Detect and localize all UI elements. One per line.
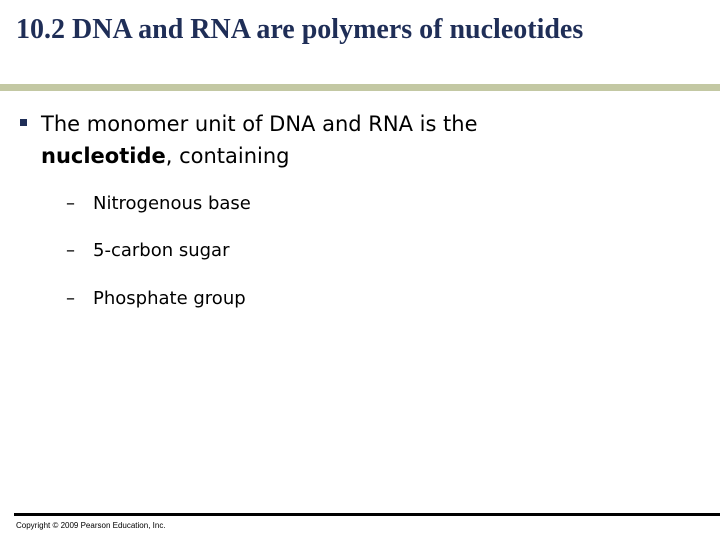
footer-divider [14, 513, 720, 516]
sub-item-5-carbon-sugar [66, 238, 230, 264]
square-bullet-icon [20, 119, 27, 126]
main-bullet [20, 108, 680, 172]
copyright-notice: Copyright © 2009 Pearson Education, Inc. [16, 521, 166, 530]
main-bullet-text-before: The monomer unit of DNA and RNA is the [41, 112, 478, 136]
main-bullet-text [41, 108, 680, 172]
dash-icon: – [66, 288, 75, 309]
main-bullet-text-after: , containing [165, 144, 290, 168]
sub-item-label: Phosphate group [93, 288, 246, 309]
sub-item-label: Nitrogenous base [93, 193, 251, 214]
slide-title: 10.2 DNA and RNA are polymers of nucleotides [16, 14, 584, 45]
sub-item-phosphate-group [66, 286, 246, 312]
sub-item-label: 5-carbon sugar [93, 240, 230, 261]
title-divider [0, 84, 720, 91]
bold-term: nucleotide [41, 144, 166, 168]
sub-item-nitrogenous-base [66, 191, 251, 217]
dash-icon: – [66, 240, 75, 261]
dash-icon: – [66, 193, 75, 214]
